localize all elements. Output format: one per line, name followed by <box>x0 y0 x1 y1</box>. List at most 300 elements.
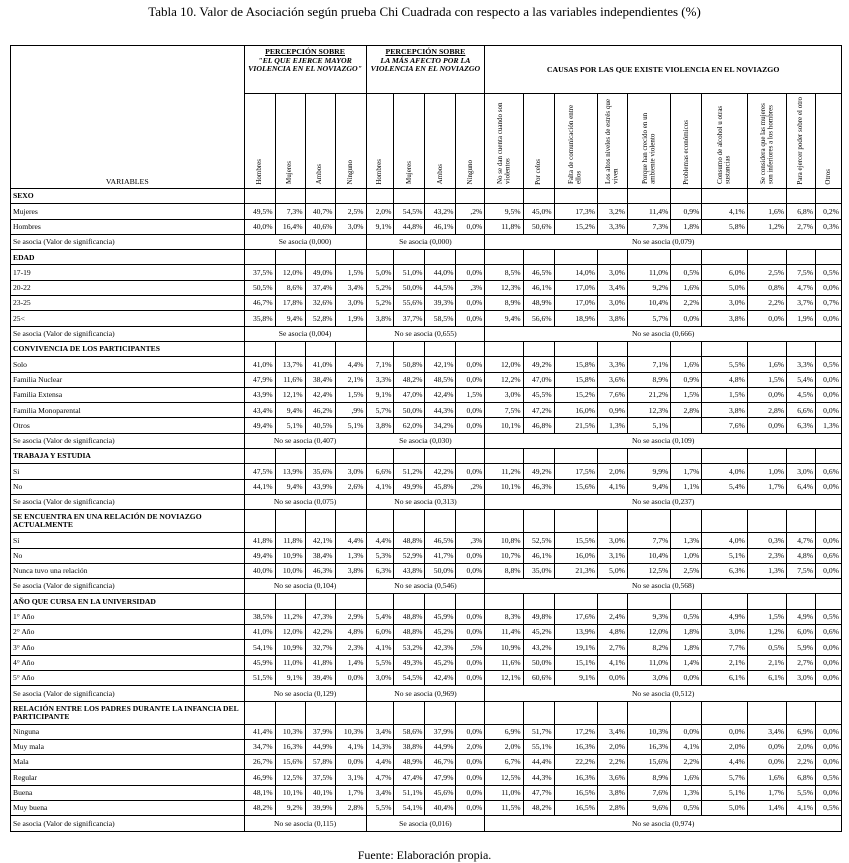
value-cell: 21,5% <box>554 418 597 433</box>
value-cell: 12,5% <box>627 563 670 578</box>
value-cell: 56,6% <box>523 311 554 326</box>
value-cell: 3,0% <box>702 296 747 311</box>
value-cell: 1,5% <box>335 265 366 280</box>
value-cell: 7,7% <box>702 640 747 655</box>
value-cell: 12,0% <box>627 625 670 640</box>
value-cell: 0,8% <box>747 280 786 295</box>
value-cell: 43,9% <box>305 479 335 494</box>
table-row <box>11 357 842 372</box>
value-cell: 41,8% <box>305 655 335 670</box>
value-cell: 6,1% <box>747 670 786 685</box>
significance-group3: No se asocia (0,568) <box>485 579 842 594</box>
significance-row <box>11 816 842 831</box>
value-cell: 54,1% <box>244 640 275 655</box>
column-header <box>554 94 597 189</box>
value-cell: 5,0% <box>366 265 394 280</box>
value-cell: 7,6% <box>627 785 670 800</box>
value-cell: 0,0% <box>702 724 747 739</box>
empty-cell <box>456 701 485 724</box>
value-cell: 0,0% <box>456 296 485 311</box>
value-cell: 0,5% <box>671 800 702 815</box>
row-label: 25< <box>11 311 245 326</box>
value-cell: 7,3% <box>275 204 305 219</box>
empty-cell <box>425 701 456 724</box>
table-row <box>11 387 842 402</box>
value-cell: 8,9% <box>627 372 670 387</box>
value-cell: 15,6% <box>554 479 597 494</box>
value-cell: 60,6% <box>523 670 554 685</box>
empty-cell <box>627 189 670 204</box>
value-cell: 12,0% <box>485 357 523 372</box>
empty-cell <box>244 250 275 265</box>
value-cell: 1,6% <box>671 280 702 295</box>
row-label: 3° Año <box>11 640 245 655</box>
value-cell: 10,0% <box>275 563 305 578</box>
value-cell: 5,4% <box>787 372 816 387</box>
value-cell: 41,7% <box>425 548 456 563</box>
value-cell: 5,3% <box>366 548 394 563</box>
value-cell: 17,6% <box>554 609 597 624</box>
value-cell: 6,6% <box>366 464 394 479</box>
significance-label: Se asocia (Valor de significancia) <box>11 494 245 509</box>
value-cell: 5,7% <box>627 311 670 326</box>
column-header <box>456 94 485 189</box>
value-cell: 3,8% <box>366 311 394 326</box>
significance-row <box>11 234 842 249</box>
value-cell: 1,9% <box>335 311 366 326</box>
value-cell: 38,5% <box>244 609 275 624</box>
value-cell: 0,5% <box>671 609 702 624</box>
value-cell: 2,0% <box>366 204 394 219</box>
value-cell: 8,9% <box>627 770 670 785</box>
value-cell: 5,5% <box>366 655 394 670</box>
value-cell: 0,0% <box>456 625 485 640</box>
significance-group3: No se asocia (0,974) <box>485 816 842 831</box>
group2-header-line2: LA MÁS AFECTO POR LA VIOLENCIA EN EL NOVIAZGO <box>370 55 481 74</box>
value-cell: 50,0% <box>394 403 425 418</box>
significance-label: Se asocia (Valor de significancia) <box>11 816 245 831</box>
significance-row <box>11 433 842 448</box>
value-cell: 42,2% <box>425 464 456 479</box>
value-cell: 4,8% <box>702 372 747 387</box>
empty-cell <box>597 510 627 533</box>
value-cell: 45,0% <box>523 204 554 219</box>
value-cell: 2,3% <box>747 548 786 563</box>
empty-cell <box>816 594 842 609</box>
empty-cell <box>671 594 702 609</box>
column-header-label: Hombres <box>254 158 263 185</box>
significance-group3: No se asocia (0,512) <box>485 686 842 701</box>
column-header <box>305 94 335 189</box>
value-cell: 0,0% <box>816 563 842 578</box>
value-cell: 8,8% <box>485 563 523 578</box>
column-header-label: Ambos <box>435 164 444 185</box>
significance-group2: No se asocia (0,313) <box>366 494 485 509</box>
value-cell: 5,9% <box>787 640 816 655</box>
value-cell: 0,0% <box>456 670 485 685</box>
value-cell: 0,0% <box>816 387 842 402</box>
value-cell: 0,0% <box>597 670 627 685</box>
column-header <box>366 94 394 189</box>
value-cell: 51,7% <box>523 724 554 739</box>
value-cell: 4,1% <box>335 739 366 754</box>
value-cell: 10,9% <box>485 640 523 655</box>
value-cell: 9,4% <box>275 479 305 494</box>
value-cell: 49,0% <box>305 265 335 280</box>
value-cell: 12,5% <box>275 770 305 785</box>
value-cell: 45,2% <box>523 625 554 640</box>
row-label: Muy mala <box>11 739 245 754</box>
value-cell: 3,4% <box>747 724 786 739</box>
value-cell: 8,9% <box>485 296 523 311</box>
value-cell: 21,2% <box>627 387 670 402</box>
value-cell: 0,0% <box>816 785 842 800</box>
value-cell: 5,5% <box>702 357 747 372</box>
value-cell: 4,1% <box>366 640 394 655</box>
value-cell: 3,8% <box>702 311 747 326</box>
value-cell: 3,4% <box>366 785 394 800</box>
value-cell: 0,0% <box>456 655 485 670</box>
empty-cell <box>554 449 597 464</box>
table-row <box>11 609 842 624</box>
value-cell: 3,0% <box>335 219 366 234</box>
value-cell: 0,0% <box>456 609 485 624</box>
value-cell: 12,0% <box>275 265 305 280</box>
value-cell: 2,0% <box>597 464 627 479</box>
section-title: TRABAJA Y ESTUDIA <box>11 449 245 464</box>
value-cell: 4,4% <box>335 357 366 372</box>
value-cell: 44,9% <box>425 739 456 754</box>
value-cell: 55,1% <box>523 739 554 754</box>
section-title: AÑO QUE CURSA EN LA UNIVERSIDAD <box>11 594 245 609</box>
value-cell: 0,0% <box>456 403 485 418</box>
empty-cell <box>335 594 366 609</box>
empty-cell <box>627 594 670 609</box>
value-cell: 5,1% <box>627 418 670 433</box>
value-cell: 42,1% <box>305 533 335 548</box>
column-header <box>244 94 275 189</box>
value-cell: 12,3% <box>627 403 670 418</box>
value-cell: 3,0% <box>787 670 816 685</box>
value-cell: 14,0% <box>554 265 597 280</box>
value-cell: 46,3% <box>523 479 554 494</box>
empty-cell <box>554 594 597 609</box>
value-cell: 3,0% <box>597 533 627 548</box>
value-cell: 13,9% <box>275 464 305 479</box>
empty-cell <box>425 510 456 533</box>
value-cell: 41,4% <box>244 724 275 739</box>
value-cell: 0,0% <box>816 403 842 418</box>
value-cell: 0,0% <box>747 755 786 770</box>
value-cell: 4,7% <box>787 533 816 548</box>
value-cell: 58,5% <box>425 311 456 326</box>
row-label: 17-19 <box>11 265 245 280</box>
value-cell: 15,5% <box>554 533 597 548</box>
value-cell: 0,2% <box>816 204 842 219</box>
value-cell: 42,2% <box>305 625 335 640</box>
value-cell: 34,2% <box>425 418 456 433</box>
empty-cell <box>425 189 456 204</box>
row-label: Solo <box>11 357 245 372</box>
value-cell: 12,0% <box>275 625 305 640</box>
value-cell: 1,7% <box>335 785 366 800</box>
group1-header-line2: "EL QUE EJERCE MAYOR VIOLENCIA EN EL NOVIAZGO" <box>248 55 362 74</box>
value-cell: 3,4% <box>366 724 394 739</box>
value-cell: 0,5% <box>747 640 786 655</box>
value-cell: 47,4% <box>394 770 425 785</box>
empty-cell <box>787 341 816 356</box>
value-cell: 2,5% <box>671 563 702 578</box>
value-cell: 5,1% <box>335 418 366 433</box>
value-cell: 3,8% <box>366 418 394 433</box>
table-row <box>11 655 842 670</box>
value-cell: 11,0% <box>275 655 305 670</box>
row-label: Familia Nuclear <box>11 372 245 387</box>
value-cell: 1,9% <box>787 311 816 326</box>
value-cell: 54,5% <box>394 670 425 685</box>
value-cell: 40,6% <box>305 219 335 234</box>
column-header <box>485 94 523 189</box>
value-cell: 5,1% <box>275 418 305 433</box>
value-cell: 3,3% <box>787 357 816 372</box>
value-cell: 40,1% <box>305 785 335 800</box>
value-cell: 3,8% <box>702 403 747 418</box>
empty-cell <box>275 189 305 204</box>
value-cell: 2,8% <box>335 800 366 815</box>
section-header-row <box>11 701 842 724</box>
value-cell: 3,3% <box>597 357 627 372</box>
significance-group1: Se asocia (0,000) <box>244 234 366 249</box>
empty-cell <box>702 510 747 533</box>
value-cell: 1,3% <box>747 563 786 578</box>
empty-cell <box>485 341 523 356</box>
empty-cell <box>275 250 305 265</box>
empty-cell <box>244 510 275 533</box>
value-cell: 6,8% <box>787 204 816 219</box>
value-cell: 2,4% <box>597 609 627 624</box>
value-cell: 1,4% <box>671 655 702 670</box>
value-cell: 9,4% <box>275 311 305 326</box>
value-cell: 35,8% <box>244 311 275 326</box>
empty-cell <box>627 701 670 724</box>
table-body <box>11 189 842 832</box>
table-row <box>11 800 842 815</box>
empty-cell <box>305 701 335 724</box>
table-row <box>11 755 842 770</box>
value-cell: 0,0% <box>456 548 485 563</box>
value-cell: 49,4% <box>244 548 275 563</box>
table-row <box>11 280 842 295</box>
column-header-label: Ninguno <box>345 159 354 185</box>
table-row <box>11 265 842 280</box>
empty-cell <box>335 250 366 265</box>
table-row <box>11 479 842 494</box>
significance-row <box>11 326 842 341</box>
significance-group3: No se asocia (0,666) <box>485 326 842 341</box>
value-cell: 21,3% <box>554 563 597 578</box>
value-cell: 7,5% <box>787 265 816 280</box>
chi-square-table <box>10 45 842 832</box>
value-cell: 17,5% <box>554 464 597 479</box>
significance-group2: No se asocia (0,969) <box>366 686 485 701</box>
empty-cell <box>305 449 335 464</box>
empty-cell <box>671 341 702 356</box>
table-row <box>11 770 842 785</box>
value-cell: 16,3% <box>554 770 597 785</box>
value-cell: 4,8% <box>597 625 627 640</box>
value-cell: 12,2% <box>485 372 523 387</box>
value-cell: 1,4% <box>335 655 366 670</box>
value-cell: 4,1% <box>702 204 747 219</box>
value-cell: 9,4% <box>627 479 670 494</box>
value-cell: 11,6% <box>485 655 523 670</box>
significance-group2: Se asocia (0,016) <box>366 816 485 831</box>
value-cell: 0,0% <box>816 280 842 295</box>
column-header-label: Mujeres <box>285 161 294 185</box>
value-cell: 6,8% <box>787 770 816 785</box>
value-cell: 15,8% <box>554 357 597 372</box>
empty-cell <box>554 701 597 724</box>
value-cell: 0,0% <box>456 357 485 372</box>
value-cell: 11,4% <box>485 625 523 640</box>
empty-cell <box>671 449 702 464</box>
value-cell: 4,7% <box>787 280 816 295</box>
value-cell: 0,0% <box>456 219 485 234</box>
column-header <box>425 94 456 189</box>
column-header <box>671 94 702 189</box>
value-cell: 6,9% <box>787 724 816 739</box>
value-cell: 11,8% <box>275 533 305 548</box>
empty-cell <box>456 189 485 204</box>
value-cell: 0,0% <box>456 464 485 479</box>
value-cell: 0,5% <box>671 265 702 280</box>
value-cell: 45,2% <box>425 625 456 640</box>
group1-header-line1: PERCEPCIÓN SOBRE <box>265 47 345 56</box>
value-cell: 5,0% <box>702 800 747 815</box>
section-header-row <box>11 250 842 265</box>
empty-cell <box>747 701 786 724</box>
value-cell: 3,8% <box>597 785 627 800</box>
row-label: 1° Año <box>11 609 245 624</box>
empty-cell <box>366 189 394 204</box>
empty-cell <box>394 189 425 204</box>
value-cell: 2,1% <box>335 372 366 387</box>
value-cell: 9,9% <box>627 464 670 479</box>
column-header <box>816 94 842 189</box>
value-cell: 51,0% <box>394 265 425 280</box>
value-cell: 44,9% <box>305 739 335 754</box>
section-header-row <box>11 510 842 533</box>
value-cell: 17,0% <box>554 280 597 295</box>
value-cell: 39,3% <box>425 296 456 311</box>
value-cell: 35,6% <box>305 464 335 479</box>
row-label: Hombres <box>11 219 245 234</box>
value-cell: 11,0% <box>485 785 523 800</box>
column-header-label: Consumo de alcohol u otras sustancias <box>716 106 732 185</box>
value-cell: 32,7% <box>305 640 335 655</box>
value-cell: 16,5% <box>554 800 597 815</box>
value-cell: 50,0% <box>523 655 554 670</box>
value-cell: 0,0% <box>816 479 842 494</box>
value-cell: 1,7% <box>671 464 702 479</box>
value-cell: 15,2% <box>554 219 597 234</box>
value-cell: 15,6% <box>627 755 670 770</box>
value-cell: 48,2% <box>523 800 554 815</box>
empty-cell <box>627 341 670 356</box>
value-cell: 5,8% <box>702 219 747 234</box>
row-label: No <box>11 548 245 563</box>
empty-cell <box>671 250 702 265</box>
value-cell: 3,7% <box>787 296 816 311</box>
value-cell: 5,4% <box>366 609 394 624</box>
empty-cell <box>456 250 485 265</box>
value-cell: 0,3% <box>816 219 842 234</box>
significance-label: Se asocia (Valor de significancia) <box>11 579 245 594</box>
empty-cell <box>485 449 523 464</box>
value-cell: 6,1% <box>702 670 747 685</box>
value-cell: 47,7% <box>523 785 554 800</box>
value-cell: 3,4% <box>335 280 366 295</box>
column-header-label: Los altos niveles de estrés que viven <box>604 99 620 185</box>
value-cell: 12,5% <box>485 770 523 785</box>
table-row <box>11 724 842 739</box>
section-header-row <box>11 594 842 609</box>
value-cell: 2,0% <box>485 739 523 754</box>
empty-cell <box>425 449 456 464</box>
row-label: Si <box>11 464 245 479</box>
value-cell: 2,0% <box>702 739 747 754</box>
value-cell: 16,3% <box>554 739 597 754</box>
empty-cell <box>394 510 425 533</box>
value-cell: 4,8% <box>335 625 366 640</box>
value-cell: 2,7% <box>787 655 816 670</box>
value-cell: 46,9% <box>244 770 275 785</box>
empty-cell <box>456 594 485 609</box>
value-cell: 11,2% <box>485 464 523 479</box>
value-cell: 38,4% <box>305 548 335 563</box>
empty-cell <box>394 594 425 609</box>
value-cell: 10,1% <box>485 418 523 433</box>
value-cell: 1,6% <box>747 357 786 372</box>
value-cell: 37,5% <box>305 770 335 785</box>
column-header <box>747 94 786 189</box>
empty-cell <box>671 510 702 533</box>
value-cell: 11,6% <box>275 372 305 387</box>
value-cell: 40,0% <box>244 219 275 234</box>
value-cell: 7,3% <box>627 219 670 234</box>
value-cell: 1,7% <box>747 479 786 494</box>
empty-cell <box>816 449 842 464</box>
value-cell: 50,5% <box>244 280 275 295</box>
empty-cell <box>747 449 786 464</box>
value-cell: 9,5% <box>485 204 523 219</box>
value-cell: 11,8% <box>485 219 523 234</box>
value-cell: 4,4% <box>335 533 366 548</box>
section-header-row <box>11 341 842 356</box>
value-cell: 2,3% <box>335 640 366 655</box>
empty-cell <box>554 510 597 533</box>
value-cell: 0,0% <box>816 739 842 754</box>
empty-cell <box>305 250 335 265</box>
value-cell: 52,5% <box>523 533 554 548</box>
value-cell: 1,6% <box>671 770 702 785</box>
value-cell: 2,1% <box>747 655 786 670</box>
row-label: Otros <box>11 418 245 433</box>
significance-label: Se asocia (Valor de significancia) <box>11 686 245 701</box>
value-cell: 16,0% <box>554 548 597 563</box>
empty-cell <box>244 341 275 356</box>
value-cell: 46,5% <box>523 265 554 280</box>
